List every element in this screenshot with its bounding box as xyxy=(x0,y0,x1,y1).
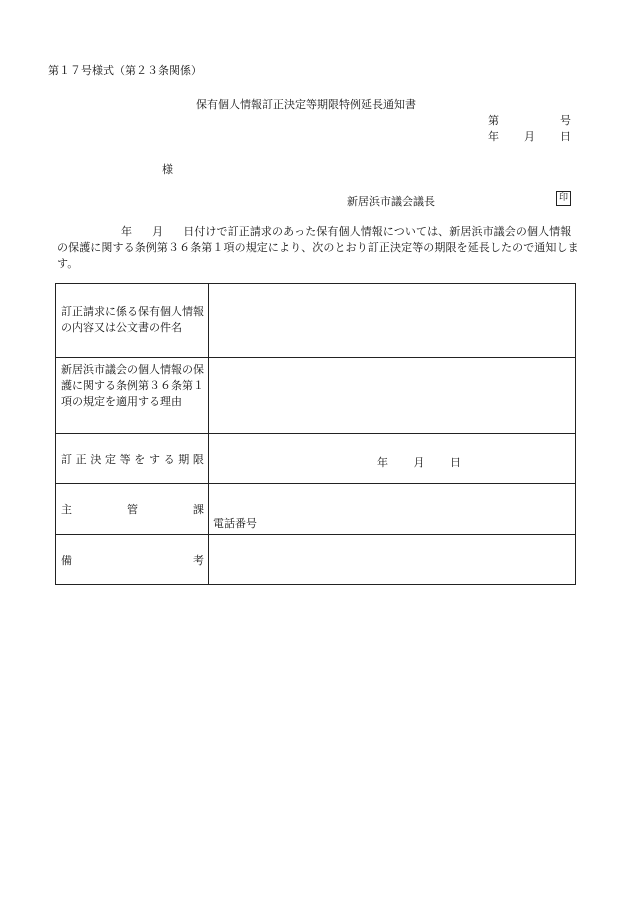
table-row xyxy=(56,434,576,484)
row-label-reason: 新居浜市議会の個人情報の保護に関する条例第３６条第１項の規定を適用する理由 xyxy=(56,358,209,434)
seal-stamp: 印 xyxy=(556,191,571,206)
row-value-reason xyxy=(209,358,576,434)
document-number-line xyxy=(488,112,571,128)
deadline-month: 月 xyxy=(413,456,425,469)
row-label-remarks: 備 考 xyxy=(56,535,209,585)
deadline-day: 日 xyxy=(450,456,461,469)
number-prefix: 第 xyxy=(488,114,499,127)
date-year: 年 xyxy=(488,130,499,143)
row-label-deadline: 訂 正 決 定 等 を す る 期 限 xyxy=(56,434,209,484)
notice-table xyxy=(55,283,576,585)
date-day: 日 xyxy=(560,130,571,143)
document-title: 保有個人情報訂正決定等期限特例延長通知書 xyxy=(196,98,416,111)
row-value-subject xyxy=(209,284,576,358)
table-row xyxy=(56,358,576,434)
row-label-subject: 訂正請求に係る保有個人情報の内容又は公文書の件名 xyxy=(56,284,209,358)
date-month: 月 xyxy=(524,130,535,143)
deadline-year: 年 xyxy=(377,456,388,469)
table-row xyxy=(56,484,576,535)
row-value-remarks xyxy=(209,535,576,585)
row-label-department: 主 管 課 xyxy=(56,484,209,535)
form-number: 第１７号様式（第２３条関係） xyxy=(48,64,202,77)
number-suffix: 号 xyxy=(560,114,571,127)
body-month: 月 xyxy=(152,225,164,238)
deadline-date xyxy=(377,454,483,470)
notice-body xyxy=(57,224,582,272)
body-year: 年 xyxy=(121,225,133,238)
row-value-department xyxy=(209,484,576,535)
addressee-honorific: 様 xyxy=(162,163,173,176)
issuer-name: 新居浜市議会議長 xyxy=(347,195,435,208)
body-text: 日付けで訂正請求のあった保有個人情報については、新居浜市議会の個人情報の保護に関する条例第３６条第１項の規定により、次のとおり訂正決定等の期限を延長したので通知します。 xyxy=(57,225,579,270)
table-row xyxy=(56,284,576,358)
phone-number-label: 電話番号 xyxy=(213,517,257,530)
table-row xyxy=(56,535,576,585)
row-value-deadline xyxy=(209,434,576,484)
